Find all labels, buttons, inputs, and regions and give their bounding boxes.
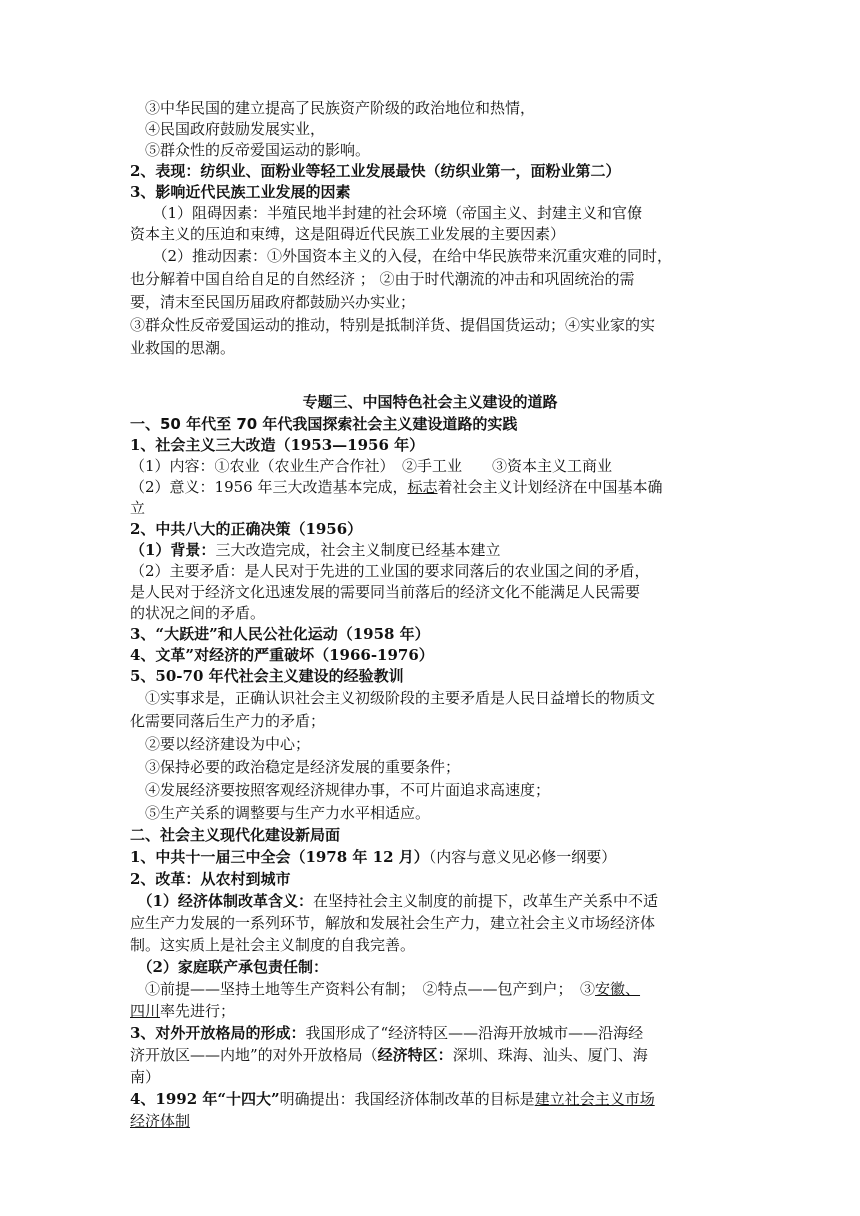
heading: （2）家庭联产承包责任制： [130, 958, 328, 976]
text-line [130, 1110, 730, 1132]
text-span: 在坚持社会主义制度的前提下，改革生产关系中不适 [312, 892, 658, 910]
text-line [130, 978, 730, 1000]
heading: 一、50 年代至 70 年代我国探索社会主义建设道路的实践 [130, 415, 518, 433]
text-span: （内容与意义见必修一纲要） [428, 848, 617, 866]
heading: 2、改革：从农村到城市 [130, 870, 291, 888]
text-line: （1）内容：①农业（农业生产合作社） ②手工业 ③资本主义工商业 [130, 457, 613, 475]
text-line: （1）阻碍因素：半殖民地半封建的社会环境（帝国主义、封建主义和官僚 [130, 204, 643, 222]
text-span: （2）意义：1956 年三大改造基本完成， [130, 478, 408, 496]
text-line: 南） [130, 1068, 161, 1086]
text-span: 三大改造完成，社会主义制度已经基本建立 [215, 541, 501, 559]
underlined-text: 建立社会主义市场 [534, 1090, 655, 1108]
text-line: ④发展经济要按照客观经济规律办事，不可片面追求高速度； [130, 781, 551, 799]
text-line [130, 1000, 730, 1022]
text-line: 要，清末至民国历届政府都鼓励兴办实业； [130, 293, 416, 311]
text-span: ①前提——坚持土地等生产资料公有制； ②特点——包产到户； ③ [130, 980, 596, 998]
text-line: ①实事求是，正确认识社会主义初级阶段的主要矛盾是人民日益增长的物质文 [130, 689, 656, 707]
text-line [130, 846, 730, 868]
text-line: （2）推动因素：①外国资本主义的入侵，在给中华民族带来沉重灾难的同时， [130, 247, 673, 265]
text-line: 2、表现：纺织业、面粉业等轻工业发展最快（纺织业第一，面粉业第二） [130, 162, 621, 180]
text-line: ②要以经济建设为中心； [130, 735, 311, 753]
text-line: （2）主要矛盾：是人民对于先进的工业国的要求同落后的农业国之间的矛盾， [130, 562, 650, 580]
text-span: 着社会主义计划经济在中国基本确 [437, 478, 663, 496]
text-line [130, 1044, 730, 1066]
text-span: （1）背景： [130, 541, 216, 559]
text-span: 3、对外开放格局的形成： [130, 1024, 306, 1042]
text-line: 化需要同落后生产力的矛盾； [130, 712, 326, 730]
heading: 二、社会主义现代化建设新局面 [130, 826, 341, 844]
text-span: 4、1992 年“十四大” [130, 1090, 280, 1108]
text-line [130, 477, 730, 498]
heading: 4、文革”对经济的严重破坏（1966-1976） [130, 646, 434, 664]
text-span: 深圳、珠海、汕头、厦门、海 [452, 1046, 648, 1064]
section-title: 专题三、中国特色社会主义建设的道路 [302, 393, 558, 411]
text-line: ⑤生产关系的调整要与生产力水平相适应。 [130, 804, 431, 822]
text-line [130, 890, 730, 912]
text-line: 立 [130, 499, 146, 517]
text-line: ④民国政府鼓励发展实业， [130, 120, 326, 138]
heading: 3、“大跃进”和人民公社化运动（1958 年） [130, 625, 430, 643]
text-line: 也分解着中国自给自足的自然经济 ； ②由于时代潮流的冲击和巩固统治的需 [130, 270, 635, 288]
text-line: 业救国的思潮。 [130, 339, 236, 357]
document-page [130, 98, 730, 1132]
heading: 2、中共八大的正确决策（1956） [130, 520, 363, 538]
text-span: 率先进行； [160, 1002, 236, 1020]
text-line: ③保持必要的政治稳定是经济发展的重要条件； [130, 758, 461, 776]
heading: 1、社会主义三大改造（1953—1956 年） [130, 436, 425, 454]
heading: 3、影响近代民族工业发展的因素 [130, 183, 351, 201]
text-span: 经济特区： [377, 1046, 453, 1064]
text-line: 资本主义的压迫和束缚，这是阻碍近代民族工业发展的主要因素） [130, 225, 566, 243]
text-line: ③群众性反帝爱国运动的推动，特别是抵制洋货、提倡国货运动；④实业家的实 [130, 316, 656, 334]
spacer [130, 360, 730, 391]
underlined-text: 经济体制 [130, 1112, 191, 1130]
text-line [130, 1022, 730, 1044]
underlined-text: 标志 [407, 478, 438, 496]
text-line: ③中华民国的建立提高了民族资产阶级的政治地位和热情， [130, 99, 536, 117]
text-span: （1）经济体制改革含义： [130, 892, 313, 910]
underlined-text: 四川 [130, 1002, 161, 1020]
text-span: 我国形成了“经济特区——沿海开放城市——沿海经 [305, 1024, 644, 1042]
text-line: 是人民对于经济文化迅速发展的需要同当前落后的经济文化不能满足人民需要 [130, 583, 641, 601]
text-line [130, 540, 730, 561]
text-span: 明确提出：我国经济体制改革的目标是 [279, 1090, 535, 1108]
text-line: 制。这实质上是社会主义制度的自我完善。 [130, 936, 416, 954]
text-span: 济开放区——内地”的对外开放格局（ [130, 1046, 378, 1064]
heading: 5、50-70 年代社会主义建设的经验教训 [130, 667, 404, 685]
text-line: ⑤群众性的反帝爱国运动的影响。 [130, 141, 371, 159]
underlined-text: 安徽、 [595, 980, 641, 998]
text-span: 1、中共十一届三中全会（1978 年 12 月） [130, 848, 429, 866]
text-line [130, 1088, 730, 1110]
text-line: 应生产力发展的一系列环节，解放和发展社会生产力，建立社会主义市场经济体 [130, 914, 656, 932]
text-line: 的状况之间的矛盾。 [130, 604, 266, 622]
